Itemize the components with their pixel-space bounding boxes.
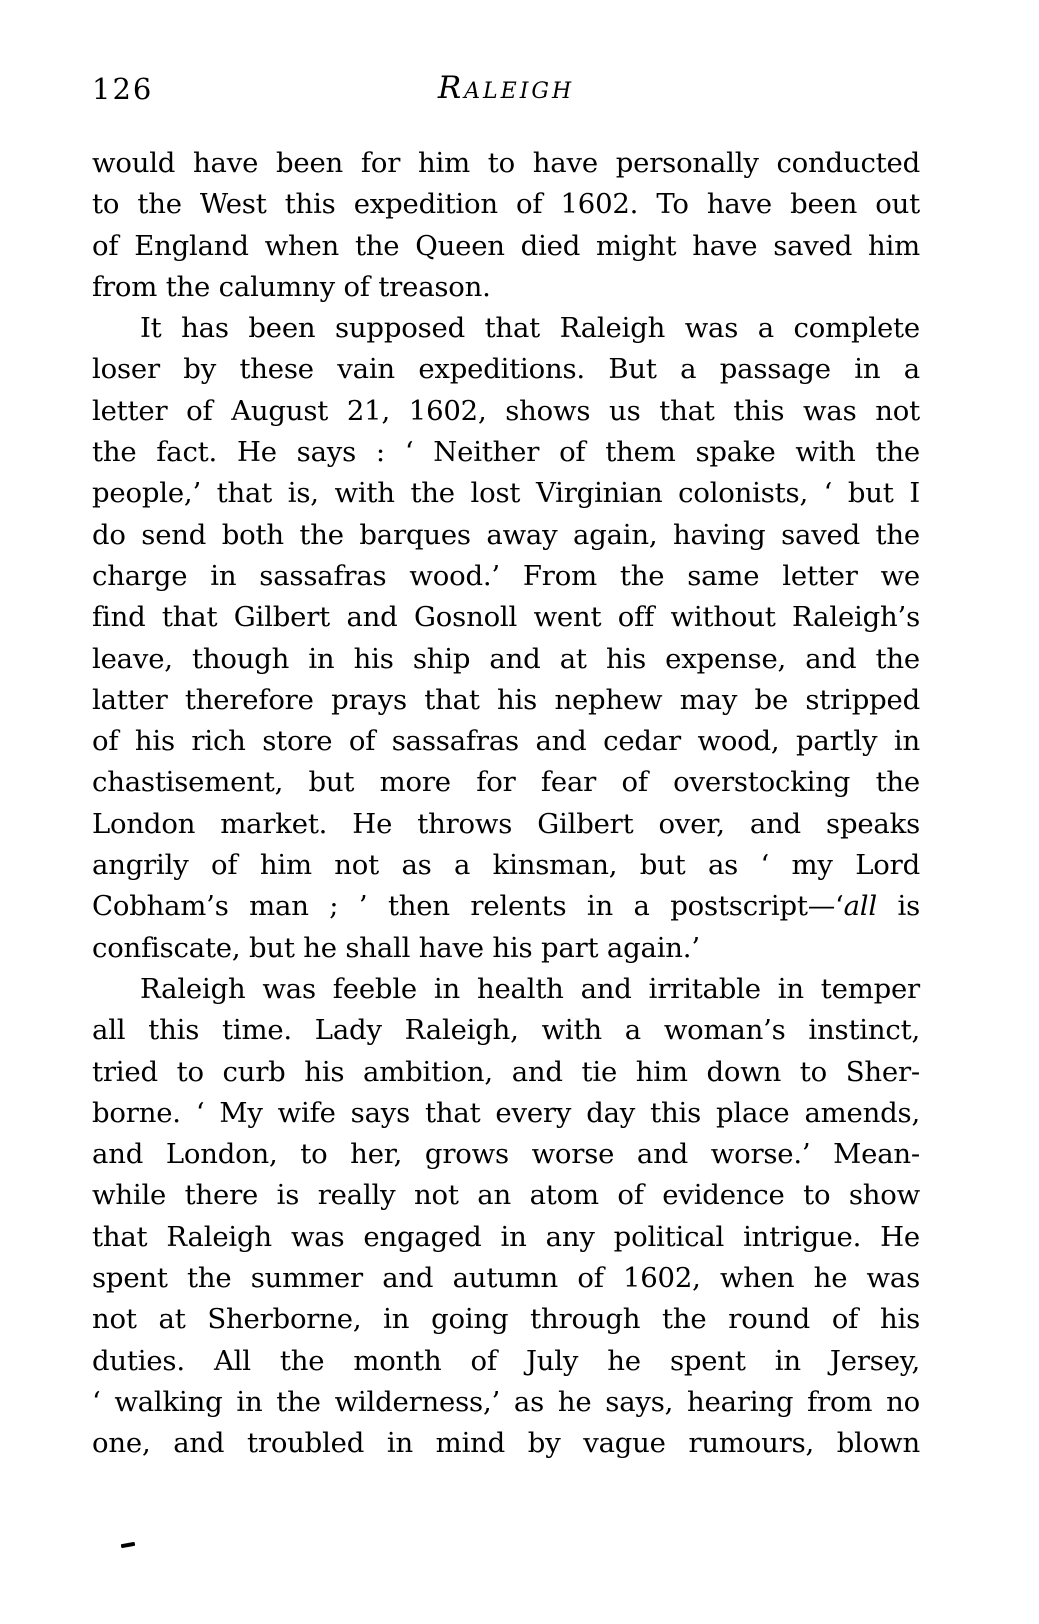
text-line — [92, 226, 920, 267]
text-line — [92, 1175, 920, 1216]
text-line — [92, 1217, 920, 1258]
text-segment: is — [876, 890, 920, 923]
text-segment: London market. He throws Gilbert over, and speaks — [92, 807, 920, 840]
text-line — [92, 969, 920, 1010]
text-line — [92, 639, 920, 680]
text-line — [92, 556, 920, 597]
text-segment: do send both the barques away again, having saved the — [92, 518, 920, 551]
scan-artifact-mark — [121, 1542, 135, 1548]
text-line — [92, 1382, 920, 1423]
text-line — [92, 432, 920, 473]
text-line — [92, 391, 920, 432]
text-segment: borne. ‘ My wife says that every day this place amends, — [92, 1096, 920, 1129]
page-number: 126 — [92, 72, 154, 106]
text-line — [92, 804, 920, 845]
text-line — [92, 1258, 920, 1299]
text-segment: charge in sassafras wood.’ From the same letter we — [92, 559, 920, 592]
paragraph — [92, 969, 920, 1465]
text-line — [92, 1052, 920, 1093]
text-line — [92, 184, 920, 225]
text-line — [92, 308, 920, 349]
text-line — [92, 349, 920, 390]
text-line — [92, 143, 920, 184]
text-segment: confiscate, but he shall have his part again.’ — [92, 931, 700, 964]
text-block — [92, 143, 920, 1465]
text-line — [92, 1423, 920, 1464]
text-line — [92, 680, 920, 721]
text-segment: one, and troubled in mind by vague rumours, blown — [92, 1427, 920, 1460]
text-line — [92, 267, 920, 308]
text-line — [92, 1010, 920, 1051]
text-segment: of England when the Queen died might have saved him — [92, 229, 920, 262]
text-line — [92, 1299, 920, 1340]
text-segment: Cobham’s man ; ’ then relents in a postscript—‘ — [92, 890, 844, 923]
text-segment: It has been supposed that Raleigh was a complete — [140, 312, 920, 345]
text-segment: latter therefore prays that his nephew may be stripped — [92, 683, 920, 716]
text-line — [92, 1134, 920, 1175]
text-line — [92, 597, 920, 638]
text-segment: ‘ walking in the wilderness,’ as he says, hearing from no — [92, 1385, 920, 1418]
text-segment: all this time. Lady Raleigh, with a woman’s instinct, — [92, 1014, 920, 1047]
text-line — [92, 928, 920, 969]
text-segment: leave, though in his ship and at his expense, and the — [92, 642, 920, 675]
text-segment: from the calumny of treason. — [92, 270, 491, 303]
page-header — [92, 70, 920, 112]
text-segment: letter of August 21, 1602, shows us that this was not — [92, 394, 920, 427]
text-segment: to the West this expedition of 1602. To have been out — [92, 188, 920, 221]
text-segment: Raleigh was feeble in health and irritable in temper — [140, 972, 920, 1005]
text-line — [92, 515, 920, 556]
text-segment: spent the summer and autumn of 1602, when he was — [92, 1262, 920, 1295]
text-line — [92, 762, 920, 803]
text-segment: not at Sherborne, in going through the round of his — [92, 1303, 920, 1336]
text-segment: duties. All the month of July he spent in Jersey, — [92, 1344, 920, 1377]
text-line — [92, 845, 920, 886]
text-segment: chastisement, but more for fear of overstocking the — [92, 766, 920, 799]
text-line — [92, 721, 920, 762]
italic-text-segment: all — [843, 890, 877, 923]
text-line — [92, 886, 920, 927]
text-segment: loser by these vain expeditions. But a passage in a — [92, 353, 920, 386]
text-segment: of his rich store of sassafras and cedar wood, partly in — [92, 725, 920, 758]
text-line — [92, 1093, 920, 1134]
text-line — [92, 1341, 920, 1382]
text-segment: tried to curb his ambition, and tie him down to Sher- — [92, 1055, 920, 1088]
paragraph — [92, 308, 920, 969]
text-segment: would have been for him to have personally conducted — [92, 147, 920, 179]
text-segment: that Raleigh was engaged in any political intrigue. He — [92, 1220, 920, 1253]
text-segment: find that Gilbert and Gosnoll went off without Raleigh’s — [92, 601, 920, 634]
text-segment: while there is really not an atom of evidence to show — [92, 1179, 920, 1212]
text-segment: angrily of him not as a kinsman, but as ‘ my Lord — [92, 849, 920, 882]
text-segment: the fact. He says : ‘ Neither of them spake with the — [92, 436, 920, 469]
text-line — [92, 473, 920, 514]
running-title: Raleigh — [437, 70, 575, 106]
paragraph — [92, 143, 920, 308]
text-segment: people,’ that is, with the lost Virginian colonists, ‘ but I — [92, 477, 920, 510]
text-segment: and London, to her, grows worse and worse.’ Mean- — [92, 1138, 920, 1171]
